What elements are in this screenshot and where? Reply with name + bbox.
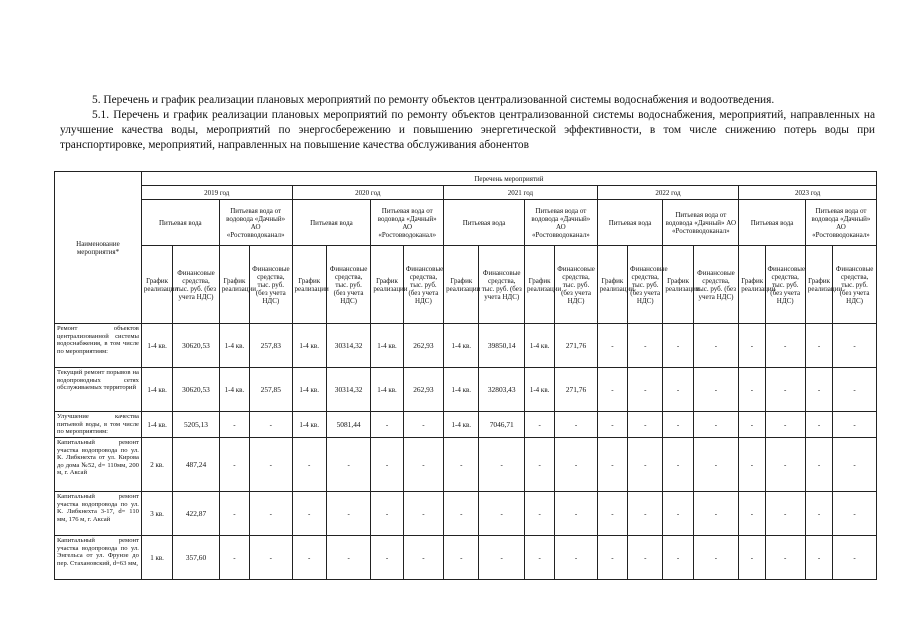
finance-header: Финансовые средства, тыс. руб. (без учета НДС) xyxy=(628,246,663,324)
cell: 257,83 xyxy=(250,324,292,368)
cell: - xyxy=(628,438,663,492)
cell: - xyxy=(326,536,370,580)
schedule-header: График реализации xyxy=(444,246,479,324)
group-header: Питьевая вода xyxy=(444,200,525,246)
cell: - xyxy=(805,324,832,368)
group-header: Питьевая вода xyxy=(292,200,371,246)
cell: - xyxy=(833,492,877,536)
cell: 271,76 xyxy=(555,368,597,412)
cell: - xyxy=(292,536,326,580)
cell: - xyxy=(833,412,877,438)
row-name: Капитальный ремонт участка водопровода по ул. К. Либкнехта 3-17, d= 110 мм, 176 м, г. Аксай xyxy=(55,492,142,536)
cell: 1-4 кв. xyxy=(371,368,403,412)
cell: - xyxy=(524,536,554,580)
finance-header: Финансовые средства, тыс. руб. (без учета НДС) xyxy=(833,246,877,324)
cell: - xyxy=(833,368,877,412)
cell: - xyxy=(371,438,403,492)
cell: - xyxy=(219,536,249,580)
plan-table xyxy=(54,171,877,580)
cell: - xyxy=(250,536,292,580)
cell: - xyxy=(444,492,479,536)
cell: 1 кв. xyxy=(141,536,172,580)
group-header: Питьевая вода от водовода «Дачный» АО «Ростовводоканал» xyxy=(524,200,597,246)
cell: 1-4 кв. xyxy=(444,324,479,368)
cell: - xyxy=(833,438,877,492)
finance-header: Финансовые средства, тыс. руб. (без учета НДС) xyxy=(403,246,443,324)
schedule-header: График реализации xyxy=(141,246,172,324)
group-header: Питьевая вода от водовода «Дачный» АО «Ростовводоканал» xyxy=(663,200,739,246)
year-header: 2023 год xyxy=(739,186,877,200)
finance-header: Финансовые средства, тыс. руб. (без учета НДС) xyxy=(479,246,524,324)
group-header: Питьевая вода от водовода «Дачный» АО «Ростовводоканал» xyxy=(219,200,292,246)
cell: 2 кв. xyxy=(141,438,172,492)
schedule-header: График реализации xyxy=(292,246,326,324)
cell: - xyxy=(326,492,370,536)
group-header: Питьевая вода xyxy=(141,200,219,246)
cell: - xyxy=(444,438,479,492)
row-name: Улучшение качества питьевой воды, в том числе по мероприятиям: xyxy=(55,412,142,438)
schedule-header: График реализации xyxy=(805,246,832,324)
cell: - xyxy=(765,324,805,368)
cell: 30314,32 xyxy=(326,368,370,412)
cell: 1-4 кв. xyxy=(219,324,249,368)
finance-header: Финансовые средства, тыс. руб. (без учета НДС) xyxy=(555,246,597,324)
cell: - xyxy=(805,492,832,536)
cell: 1-4 кв. xyxy=(219,368,249,412)
row-name: Ремонт объектов централизованной системы водоснабжения, в том числе по мероприятиям: xyxy=(55,324,142,368)
row-name: Текущий ремонт порывов на водопроводных сетях обслуживаемых территорий xyxy=(55,368,142,412)
cell: 422,87 xyxy=(173,492,220,536)
cell: - xyxy=(403,536,443,580)
year-header: 2020 год xyxy=(292,186,444,200)
cell: - xyxy=(371,412,403,438)
name-column-header: Наименование мероприятия* xyxy=(55,172,142,324)
cell: - xyxy=(250,438,292,492)
cell: - xyxy=(403,438,443,492)
cell: 1-4 кв. xyxy=(292,368,326,412)
cell: 262,93 xyxy=(403,368,443,412)
group-header: Питьевая вода xyxy=(739,200,806,246)
cell: - xyxy=(403,492,443,536)
cell: 1-4 кв. xyxy=(141,412,172,438)
cell: - xyxy=(833,536,877,580)
cell: - xyxy=(292,492,326,536)
top-header: Перечень мероприятий xyxy=(141,172,876,186)
cell: - xyxy=(765,492,805,536)
group-header: Питьевая вода от водовода «Дачный» АО «Ростовводоканал» xyxy=(805,200,876,246)
cell: - xyxy=(479,438,524,492)
cell: - xyxy=(597,492,627,536)
cell: - xyxy=(292,438,326,492)
cell: 5205,13 xyxy=(173,412,220,438)
schedule-header: График реализации xyxy=(371,246,403,324)
cell: - xyxy=(693,368,738,412)
cell: - xyxy=(663,368,693,412)
cell: 357,60 xyxy=(173,536,220,580)
cell: - xyxy=(597,412,627,438)
finance-header: Финансовые средства, тыс. руб. (без учета НДС) xyxy=(326,246,370,324)
cell: 1-4 кв. xyxy=(524,368,554,412)
table-row xyxy=(55,492,877,536)
cell: - xyxy=(524,412,554,438)
cell: - xyxy=(250,412,292,438)
schedule-header: График реализации xyxy=(597,246,627,324)
cell: 1-4 кв. xyxy=(444,368,479,412)
cell: - xyxy=(693,492,738,536)
schedule-header: График реализации xyxy=(524,246,554,324)
cell: 7046,71 xyxy=(479,412,524,438)
cell: - xyxy=(597,536,627,580)
cell: - xyxy=(739,324,765,368)
cell: - xyxy=(597,438,627,492)
cell: - xyxy=(628,324,663,368)
cell: 1-4 кв. xyxy=(292,412,326,438)
cell: - xyxy=(597,368,627,412)
cell: 30620,53 xyxy=(173,368,220,412)
table-row xyxy=(55,412,877,438)
cell: - xyxy=(663,412,693,438)
cell: - xyxy=(628,368,663,412)
cell: - xyxy=(663,438,693,492)
cell: - xyxy=(371,536,403,580)
finance-header: Финансовые средства, тыс. руб. (без учета НДС) xyxy=(693,246,738,324)
cell: - xyxy=(693,412,738,438)
group-header: Питьевая вода xyxy=(597,200,663,246)
cell: 30314,32 xyxy=(326,324,370,368)
cell: - xyxy=(739,438,765,492)
cell: - xyxy=(524,492,554,536)
cell: 1-4 кв. xyxy=(524,324,554,368)
cell: 32803,43 xyxy=(479,368,524,412)
cell: - xyxy=(663,492,693,536)
cell: 1-4 кв. xyxy=(141,324,172,368)
cell: - xyxy=(805,438,832,492)
cell: 262,93 xyxy=(403,324,443,368)
group-header: Питьевая вода от водовода «Дачный» АО «Ростовводоканал» xyxy=(371,200,444,246)
cell: - xyxy=(765,536,805,580)
cell: - xyxy=(326,438,370,492)
cell: - xyxy=(371,492,403,536)
cell: 257,85 xyxy=(250,368,292,412)
finance-header: Финансовые средства, тыс. руб. (без учета НДС) xyxy=(765,246,805,324)
finance-header: Финансовые средства, тыс. руб. (без учета НДС) xyxy=(250,246,292,324)
cell: 487,24 xyxy=(173,438,220,492)
cell: - xyxy=(555,536,597,580)
schedule-header: График реализации xyxy=(739,246,765,324)
row-name: Капитальный ремонт участка водопровода по ул. Энгельса от ул. Фрунзе до пер. Стахановский, d=63 мм, xyxy=(55,536,142,580)
cell: - xyxy=(628,536,663,580)
cell: - xyxy=(693,324,738,368)
cell: - xyxy=(555,412,597,438)
cell: 30620,53 xyxy=(173,324,220,368)
cell: - xyxy=(219,412,249,438)
cell: - xyxy=(805,368,832,412)
cell: - xyxy=(693,438,738,492)
cell: 1-4 кв. xyxy=(292,324,326,368)
cell: - xyxy=(555,438,597,492)
cell: - xyxy=(693,536,738,580)
cell: - xyxy=(739,368,765,412)
cell: - xyxy=(555,492,597,536)
cell: - xyxy=(250,492,292,536)
table-row xyxy=(55,324,877,368)
cell: 3 кв. xyxy=(141,492,172,536)
cell: - xyxy=(739,412,765,438)
cell: 39850,14 xyxy=(479,324,524,368)
cell: - xyxy=(739,492,765,536)
row-name: Капитальный ремонт участка водопровода по ул. К. Либкнехта от ул. Кирова до дома №52, d= 110мм, 200 м, г. Аксай xyxy=(55,438,142,492)
schedule-header: График реализации xyxy=(219,246,249,324)
cell: 1-4 кв. xyxy=(371,324,403,368)
year-header: 2022 год xyxy=(597,186,738,200)
cell: - xyxy=(403,412,443,438)
table-row xyxy=(55,438,877,492)
table-row xyxy=(55,368,877,412)
schedule-header: График реализации xyxy=(663,246,693,324)
cell: - xyxy=(444,536,479,580)
finance-header: Финансовые средства, тыс. руб. (без учета НДС) xyxy=(173,246,220,324)
cell: - xyxy=(479,536,524,580)
table-row xyxy=(55,536,877,580)
cell: - xyxy=(219,438,249,492)
cell: - xyxy=(663,536,693,580)
cell: 5081,44 xyxy=(326,412,370,438)
cell: 1-4 кв. xyxy=(444,412,479,438)
cell: 1-4 кв. xyxy=(141,368,172,412)
year-header: 2019 год xyxy=(141,186,292,200)
cell: - xyxy=(739,536,765,580)
cell: - xyxy=(219,492,249,536)
year-header: 2021 год xyxy=(444,186,598,200)
cell: - xyxy=(663,324,693,368)
cell: - xyxy=(479,492,524,536)
section-heading: 5. Перечень и график реализации плановых мероприятий по ремонту объектов централизованной системы водоснабжения и водоотведения. xyxy=(92,94,775,106)
cell: - xyxy=(524,438,554,492)
subsection-heading: 5.1. Перечень и график реализации плановых мероприятий по ремонту объектов централизованной системы водоснабжения, мероприятий, направленных на улучшение качества воды, мероприятий по энергосбережению и повышению энергетической эффективности, в том числе снижению потерь воды при транспортировке, мероприятий, направленных на повышение качества обслуживания абонентов xyxy=(60,109,875,151)
cell: - xyxy=(628,412,663,438)
cell: - xyxy=(597,324,627,368)
cell: - xyxy=(805,536,832,580)
cell: - xyxy=(805,412,832,438)
cell: 271,76 xyxy=(555,324,597,368)
cell: - xyxy=(765,368,805,412)
cell: - xyxy=(833,324,877,368)
cell: - xyxy=(765,412,805,438)
cell: - xyxy=(765,438,805,492)
cell: - xyxy=(628,492,663,536)
